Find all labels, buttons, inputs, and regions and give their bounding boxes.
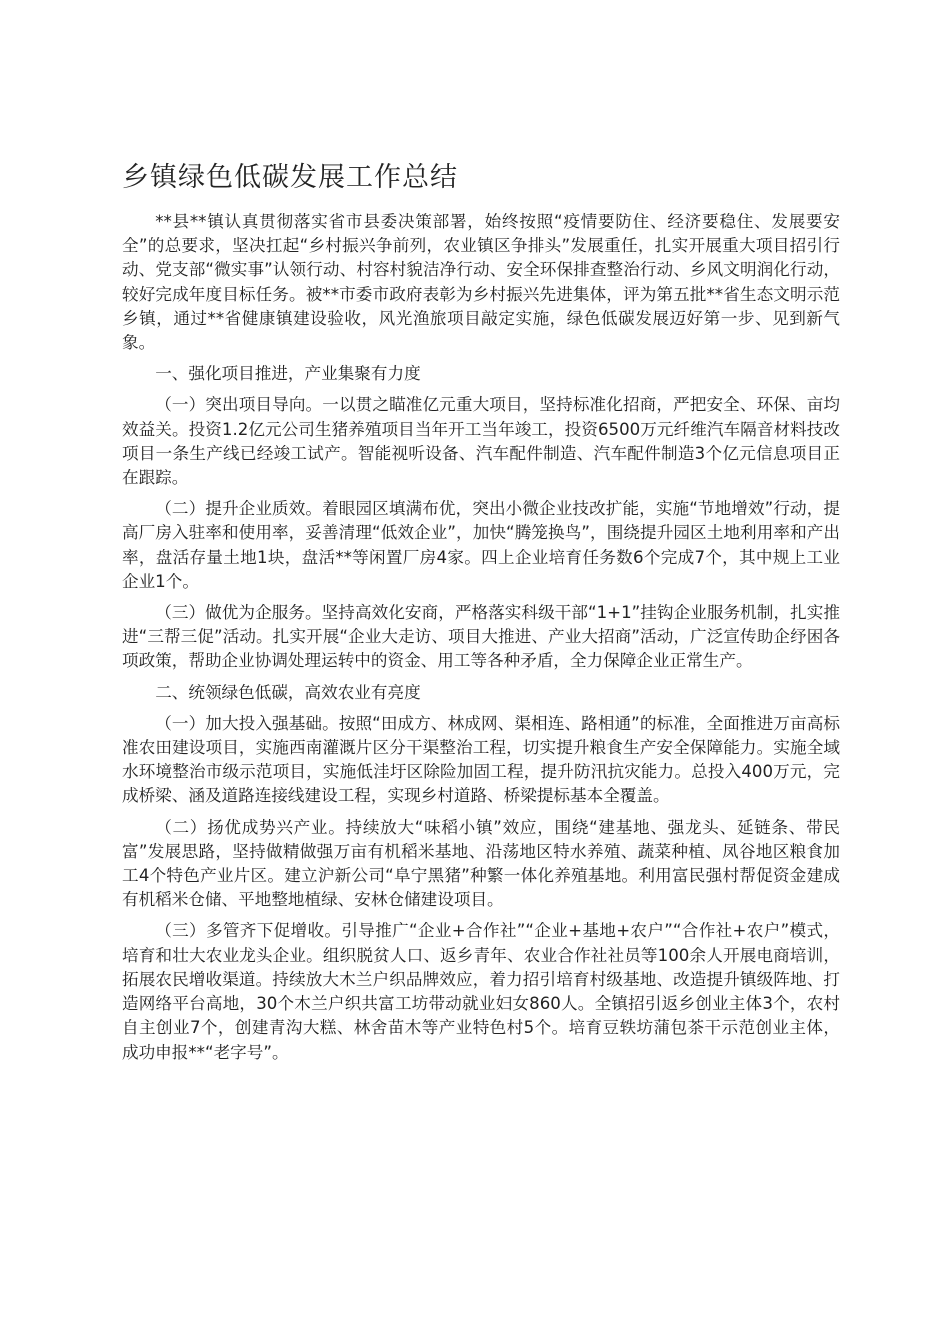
paragraph-1-2: （二）提升企业质效。着眼园区填满布优，突出小微企业技改扩能，实施“节地增效”行动，提高厂房入驻率和使用率，妥善清理“低效企业”，加快“腾笼换鸟”，围绕提升园区土地利用率和产出率，盘活存量土地1块，盘活**等闲置厂房4家。四上企业培育任务数6个完成7个，其中规上工业企业1个。: [122, 499, 840, 591]
paragraph-1-1: （一）突出项目导向。一以贯之瞄准亿元重大项目，坚持标准化招商，严把安全、环保、亩均效益关。投资1.2亿元公司生猪养殖项目当年开工当年竣工，投资6500万元纤维汽车隔音材料技改项目一条生产线已经竣工试产。智能视听设备、汽车配件制造、汽车配件制造3个亿元信息项目正在跟踪。: [122, 395, 840, 488]
paragraph-2-2: （二）扬优成势兴产业。持续放大“味稻小镇”效应，围绕“建基地、强龙头、延链条、带民富”发展思路，坚持做精做强万亩有机稻米基地、沿荡地区特水养殖、蔬菜种植、凤谷地区粮食加工4个特色产业片区。建立沪新公司“阜宁黑猪”种繁一体化养殖基地。利用富民强村帮促资金建成有机稻米仓储、平地整地植绿、安林仓储建设项目。: [122, 817, 840, 910]
intro-paragraph: **县**镇认真贯彻落实省市县委决策部署，始终按照“疫情要防住、经济要稳住、发展要安全”的总要求，坚决扛起“乡村振兴争前列，农业镇区争排头”发展重任，扎实开展重大项目招引行动、党支部“微实事”认领行动、村容村貌洁净行动、安全环保排查整治行动、乡风文明润化行动，较好完成年度目标任务。被**市委市政府表彰为乡村振兴先进集体，评为第五批**省生态文明示范乡镇，通过**省健康镇建设验收，风光渔旅项目敲定实施，绿色低碳发展迈好第一步、见到新气象。: [122, 212, 840, 353]
section-heading-1: 一、强化项目推进，产业集聚有力度: [155, 364, 421, 384]
paragraph-2-3: （三）多管齐下促增收。引导推广“企业+合作社”“企业+基地+农户”“合作社+农户”模式，培育和壮大农业龙头企业。组织脱贫人口、返乡青年、农业合作社社员等100余人开展电商培训，拓展农民增收渠道。持续放大木兰户织品牌效应，着力招引培育村级基地、改造提升镇级阵地、打造网络平台高地，30个木兰户织共富工坊带动就业妇女860人。全镇招引返乡创业主体3个，农村自主创业7个，创建青沟大糕、林舍苗木等产业特色村5个。培育豆轶坊蒲包茶干示范创业主体，成功申报**“老字号”。: [122, 921, 840, 1062]
paragraph-2-1: （一）加大投入强基础。按照“田成方、林成网、渠相连、路相通”的标准，全面推进万亩高标准农田建设项目，实施西南灌溉片区分干渠整治工程，切实提升粮食生产安全保障能力。实施全域水环境整治市级示范项目，实施低洼圩区除险加固工程，提升防汛抗灾能力。总投入400万元，完成桥梁、涵及道路连接线建设工程，实现乡村道路、桥梁提标基本全覆盖。: [122, 713, 840, 806]
document-body: [122, 210, 840, 1072]
section-heading-2: 二、统领绿色低碳，高效农业有亮度: [155, 682, 421, 702]
document-title: 乡镇绿色低碳发展工作总结: [122, 162, 458, 193]
paragraph-1-3: （三）做优为企服务。坚持高效化安商，严格落实科级干部“1+1”挂钩企业服务机制，扎实推进“三帮三促”活动。扎实开展“企业大走访、项目大推进、产业大招商”活动，广泛宣传助企纾困各项政策，帮助企业协调处理运转中的资金、用工等各种矛盾，全力保障企业正常生产。: [122, 603, 840, 671]
